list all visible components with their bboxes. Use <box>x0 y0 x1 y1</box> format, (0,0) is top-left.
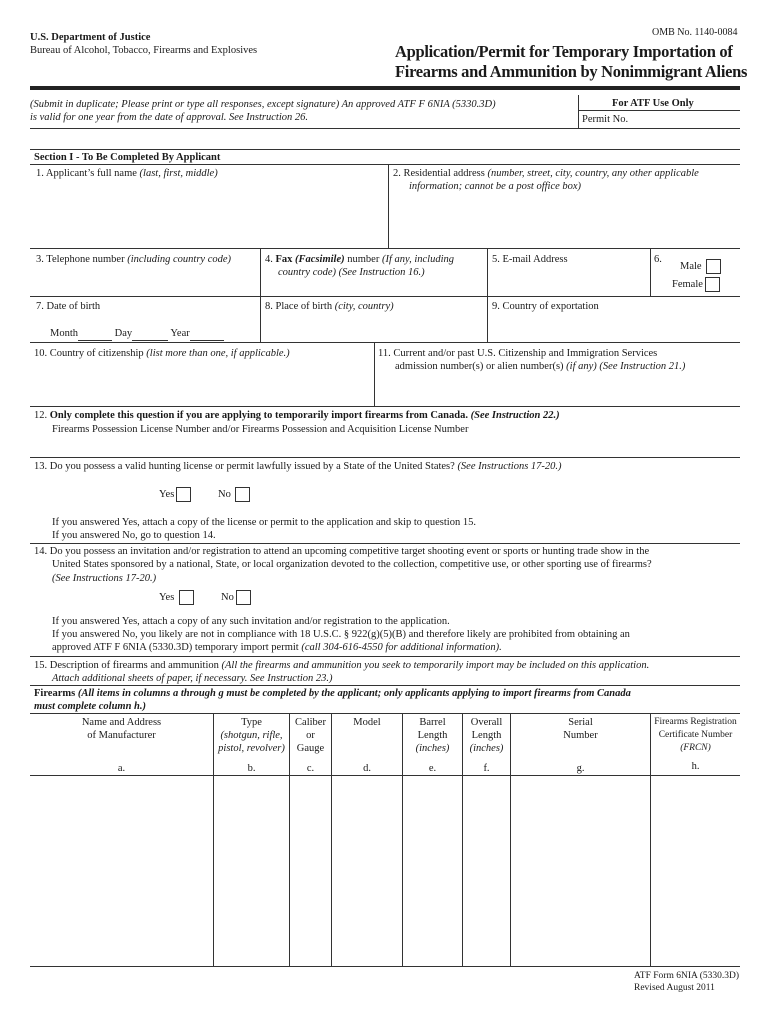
q5-label: 5. E-mail Address <box>492 254 568 265</box>
section1-heading: Section I - To Be Completed By Applicant <box>34 152 221 163</box>
female-checkbox[interactable] <box>705 277 720 292</box>
q14-note2: If you answered No, you likely are not in compliance with 18 U.S.C. § 922(g)(5)(B) and therefore likely are prohibited from obtaining an <box>52 629 630 640</box>
q14-line3: (See Instructions 17-20.) <box>52 573 157 584</box>
q8-label: 8. Place of birth (city, country) <box>265 301 394 312</box>
col-letter-f: f. <box>483 763 490 774</box>
col-letter-g: g. <box>576 763 585 774</box>
q14-line2: United States sponsored by a national, State, or local organization devoted to the collection, competitive use, or other sporting use of firearms? <box>52 559 652 570</box>
place-of-birth-field[interactable] <box>264 315 484 340</box>
intro-line1: (Submit in duplicate; Please print or type all responses, except signature) An approved ATF F 6NIA (5330.3D) <box>30 99 496 110</box>
q10-label: 10. Country of citizenship (list more than one, if applicable.) <box>34 348 290 359</box>
permit-no-label: Permit No. <box>582 114 629 125</box>
manufacturer-cell[interactable] <box>32 777 211 964</box>
q12-line2: Firearms Possession License Number and/or Firearms Possession and Acquisition License Number <box>52 424 469 435</box>
header-rule <box>30 86 740 90</box>
q9-label: 9. Country of exportation <box>492 301 599 312</box>
q11-line2: admission number(s) or alien number(s) (if any) (See Instruction 21.) <box>395 361 686 372</box>
firearms-license-field[interactable] <box>34 438 734 454</box>
firearms-instruction: Firearms (All items in columns a through g must be completed by the applicant; only applicants applying to import firearms from Canada <box>34 688 631 699</box>
q15-label: 15. Description of firearms and ammunition (All the firearms and ammunition you seek to temporarily import may be included on this application. <box>34 660 650 671</box>
barrel-length-cell[interactable] <box>405 777 460 964</box>
q14-no-option: No <box>221 590 251 605</box>
q13-no-option: No <box>218 487 250 502</box>
q13-yes-checkbox[interactable] <box>176 487 191 502</box>
form-number: ATF Form 6NIA (5330.3D) <box>634 971 740 981</box>
q15-note: Attach additional sheets of paper, if necessary. See Instruction 23.) <box>52 673 333 684</box>
female-option: Female <box>672 277 720 292</box>
q14-note1: If you answered Yes, attach a copy of any such invitation and/or registration to the application. <box>52 616 450 627</box>
male-checkbox[interactable] <box>706 259 721 274</box>
q13-note1: If you answered Yes, attach a copy of the license or permit to the application and skip to question 15. <box>52 517 476 528</box>
citizenship-field[interactable] <box>34 362 369 404</box>
q12-label: 12. Only complete this question if you are applying to temporarily import firearms from Canada. (See Instruction 22.) <box>34 410 560 421</box>
firearms-instruction-line2: must complete column h.) <box>34 701 147 712</box>
overall-length-cell[interactable] <box>465 777 508 964</box>
q13-note2: If you answered No, go to question 14. <box>52 530 216 541</box>
col-serial-header: Serial Number <box>563 717 598 741</box>
q13-no-checkbox[interactable] <box>235 487 250 502</box>
dob-day-field[interactable] <box>132 327 168 341</box>
col-barrel-header: Barrel Length (inches) <box>415 717 450 754</box>
col-letter-d: d. <box>363 763 371 774</box>
col-type-header: Type (shotgun, rifle, pistol, revolver) <box>218 717 285 754</box>
q14-note3: approved ATF F 6NIA (5330.3D) temporary import permit (call 304-616-4550 for additional information). <box>52 642 502 653</box>
q3-label: 3. Telephone number (including country code) <box>36 254 232 265</box>
col-letter-e: e. <box>428 763 437 774</box>
applicant-name-field[interactable] <box>34 182 374 246</box>
residential-address-field[interactable] <box>392 195 737 245</box>
email-field[interactable] <box>491 268 646 294</box>
bureau-name: Bureau of Alcohol, Tobacco, Firearms and Explosives <box>30 45 258 56</box>
q11-line1: 11. Current and/or past U.S. Citizenship and Immigration Services <box>378 348 658 359</box>
model-cell[interactable] <box>334 777 400 964</box>
admission-number-field[interactable] <box>378 375 736 404</box>
q1-label: 1. Applicant’s full name (last, first, middle) <box>36 168 218 179</box>
omb-number: OMB No. 1140-0084 <box>652 27 738 38</box>
revision-date: Revised August 2011 <box>634 983 715 993</box>
q6-label: 6. <box>654 254 662 265</box>
q13-label: 13. Do you possess a valid hunting license or permit lawfully issued by a State of the United States? (See Instructions 17-20.) <box>34 461 562 472</box>
frcn-cell[interactable] <box>653 777 738 964</box>
q14-yes-option: Yes <box>159 590 194 605</box>
q14-no-checkbox[interactable] <box>236 590 251 605</box>
type-cell[interactable] <box>216 777 287 964</box>
col-overall-header: Overall Length (inches) <box>469 717 504 754</box>
col-model-header: Model <box>353 717 381 728</box>
col-letter-b: b. <box>247 763 256 774</box>
col-letter-a: a. <box>117 763 126 774</box>
permit-no-field[interactable] <box>632 112 732 127</box>
col-letter-c: c. <box>306 763 315 774</box>
firearms-table <box>30 713 740 966</box>
col-frcn-header: Firearms Registration Certificate Number (FRCN) <box>654 717 737 753</box>
col-manufacturer-header: Name and Address of Manufacturer <box>81 717 162 741</box>
telephone-field[interactable] <box>34 268 256 294</box>
department-name: U.S. Department of Justice <box>30 32 151 43</box>
q13-yes-option: Yes <box>159 487 191 502</box>
atf-use-heading: For ATF Use Only <box>612 98 694 109</box>
q4-hint: country code) (See Instruction 16.) <box>278 267 425 278</box>
col-letter-h: h. <box>691 761 700 772</box>
intro-line2: is valid for one year from the date of approval. See Instruction 26. <box>30 112 309 123</box>
dob-fields: Month Day Year <box>50 327 224 341</box>
form-title-line2: Firearms and Ammunition by Nonimmigrant Aliens <box>395 62 748 81</box>
q4-label: 4. Fax (Facsimile) number (If any, including <box>265 254 454 265</box>
dob-year-field[interactable] <box>190 327 224 341</box>
caliber-cell[interactable] <box>292 777 329 964</box>
fax-field[interactable] <box>264 280 484 294</box>
serial-number-cell[interactable] <box>513 777 648 964</box>
dob-month-field[interactable] <box>78 327 112 341</box>
q14-yes-checkbox[interactable] <box>179 590 194 605</box>
q2-label: 2. Residential address (number, street, city, country, any other applicable <box>393 168 699 179</box>
male-option: Male <box>680 259 721 274</box>
country-of-exportation-field[interactable] <box>491 315 736 340</box>
q14-line1: 14. Do you possess an invitation and/or registration to attend an upcoming competitive target shooting event or sports or hunting trade show in the <box>34 546 650 557</box>
q7-label: 7. Date of birth <box>36 301 101 312</box>
col-caliber-header: Caliber or Gauge <box>295 717 326 754</box>
q2-hint: information; cannot be a post office box) <box>409 181 582 192</box>
form-title-line1: Application/Permit for Temporary Importation of <box>395 42 733 61</box>
